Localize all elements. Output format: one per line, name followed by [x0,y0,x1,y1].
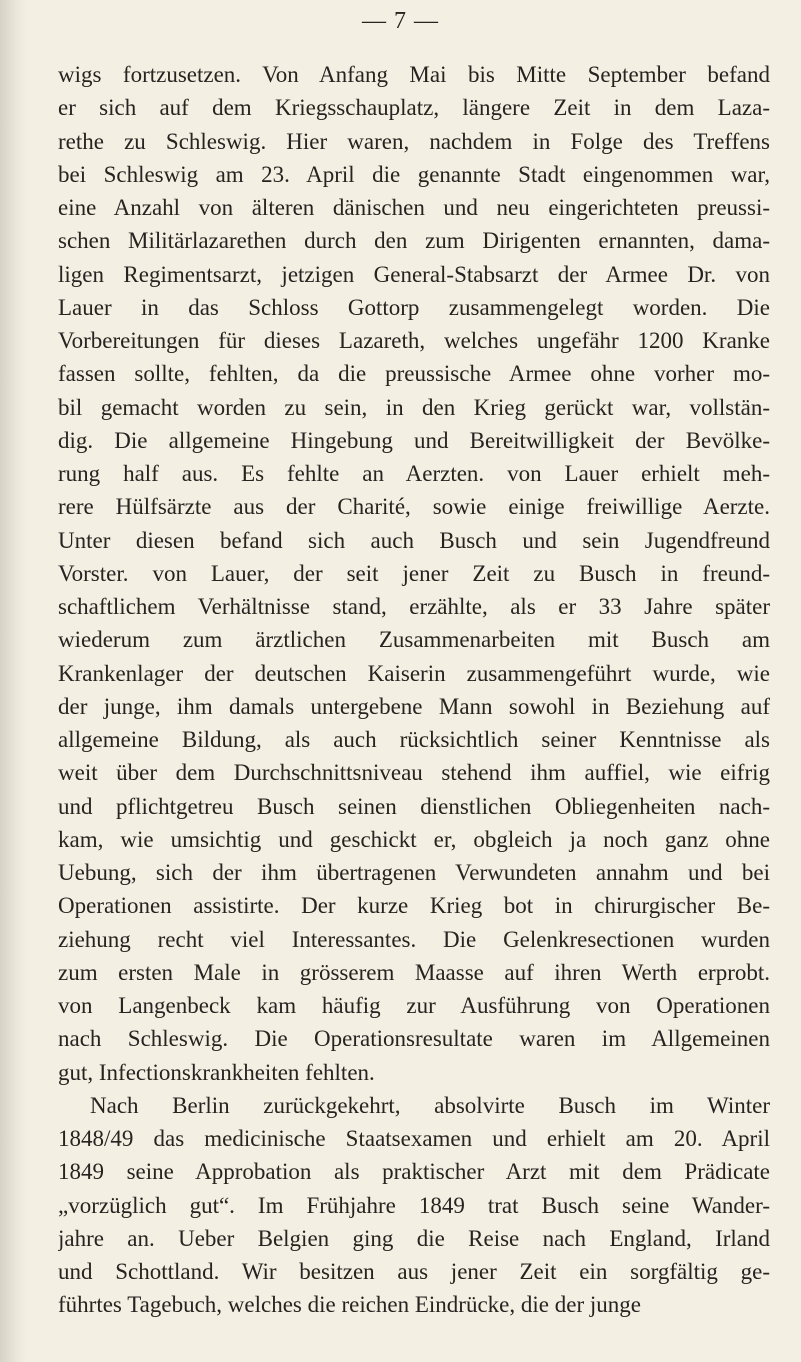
text-line: schaftlichem Verhältnisse stand, erzählte, als er 33 Jahre später [58,594,770,619]
text-line: zum ersten Male in grösserem Maasse auf ihren Werth erprobt. [58,959,770,985]
text-line: rere Hülfsärzte aus der Charité, sowie einige freiwillige Aerzte. [58,494,770,520]
text-line: wiederum zum ärztlichen Zusammenarbeiten mit Busch am [58,627,770,653]
text-line: jahre an. Ueber Belgien ging die Reise nach England, Irland [58,1225,770,1251]
text-line: 1848/49 das medicinische Staatsexamen und erhielt am 20. April [58,1126,770,1151]
text-line: schen Militärlazarethen durch den zum Dirigenten ernannten, dama- [58,228,770,254]
text-line: er sich auf dem Kriegsschauplatz, längere Zeit in dem Laza- [58,95,770,121]
text-line: rethe zu Schleswig. Hier waren, nachdem in Folge des Treffens [58,128,770,154]
text-line: ligen Regimentsarzt, jetzigen General-Stabsarzt der Armee Dr. von [58,261,770,287]
text-line: 1849 seine Approbation als praktischer Arzt mit dem Prädicate [58,1159,770,1185]
text-line: Lauer in das Schloss Gottorp zusammengelegt worden. Die [58,294,770,320]
page-number: — 7 — [362,8,439,34]
text-line: führtes Tagebuch, welches die reichen Eindrücke, die der junge [58,1292,641,1318]
text-line: eine Anzahl von älteren dänischen und neu eingerichteten preussi- [58,195,770,220]
text-line: fassen sollte, fehlten, da die preussische Armee ohne vorher mo- [58,361,770,387]
text-line: weit über dem Durchschnittsniveau stehend ihm auffiel, wie eifrig [58,760,770,786]
text-line: „vorzüglich gut“. Im Frühjahre 1849 trat Busch seine Wander- [58,1192,770,1218]
text-line: allgemeine Bildung, als auch rücksichtlich seiner Kenntnisse als [58,727,770,752]
page-edge-shadow [0,0,26,1362]
text-line: und pflichtgetreu Busch seinen dienstlichen Obliegenheiten nach- [58,793,770,819]
text-line: bil gemacht worden zu sein, in den Krieg gerückt war, vollstän- [58,394,770,420]
text-line: Vorbereitungen für dieses Lazareth, welches ungefähr 1200 Kranke [58,328,770,353]
body-text [58,58,770,1322]
text-line: nach Schleswig. Die Operationsresultate waren im Allgemeinen [58,1026,770,1052]
text-line: kam, wie umsichtig und geschickt er, obgleich ja noch ganz ohne [58,826,770,852]
text-line: bei Schleswig am 23. April die genannte Stadt eingenommen war, [58,161,770,187]
text-line: Vorster. von Lauer, der seit jener Zeit zu Busch in freund- [58,560,770,586]
text-line: Unter diesen befand sich auch Busch und sein Jugendfreund [58,527,770,553]
text-line: Operationen assistirte. Der kurze Krieg bot in chirurgischer Be- [58,893,770,919]
text-line: wigs fortzusetzen. Von Anfang Mai bis Mitte September befand [58,62,770,87]
text-line: Nach Berlin zurückgekehrt, absolvirte Busch im Winter [90,1092,770,1118]
text-line: der junge, ihm damals untergebene Mann sowohl in Beziehung auf [58,693,770,719]
text-line: und Schottland. Wir besitzen aus jener Zeit ein sorgfältig ge- [58,1259,770,1284]
text-line: rung half aus. Es fehlte an Aerzten. von Lauer erhielt meh- [58,461,770,486]
text-line: dig. Die allgemeine Hingebung und Bereitwilligkeit der Bevölke- [58,427,770,453]
text-line: ziehung recht viel Interessantes. Die Gelenkresectionen wurden [58,926,770,952]
text-line: Uebung, sich der ihm übertragenen Verwundeten annahm und bei [58,860,770,885]
text-line: von Langenbeck kam häufig zur Ausführung von Operationen [58,993,770,1018]
text-line: gut, Infectionskrankheiten fehlten. [58,1059,375,1085]
text-line: Krankenlager der deutschen Kaiserin zusammengeführt wurde, wie [58,660,770,686]
